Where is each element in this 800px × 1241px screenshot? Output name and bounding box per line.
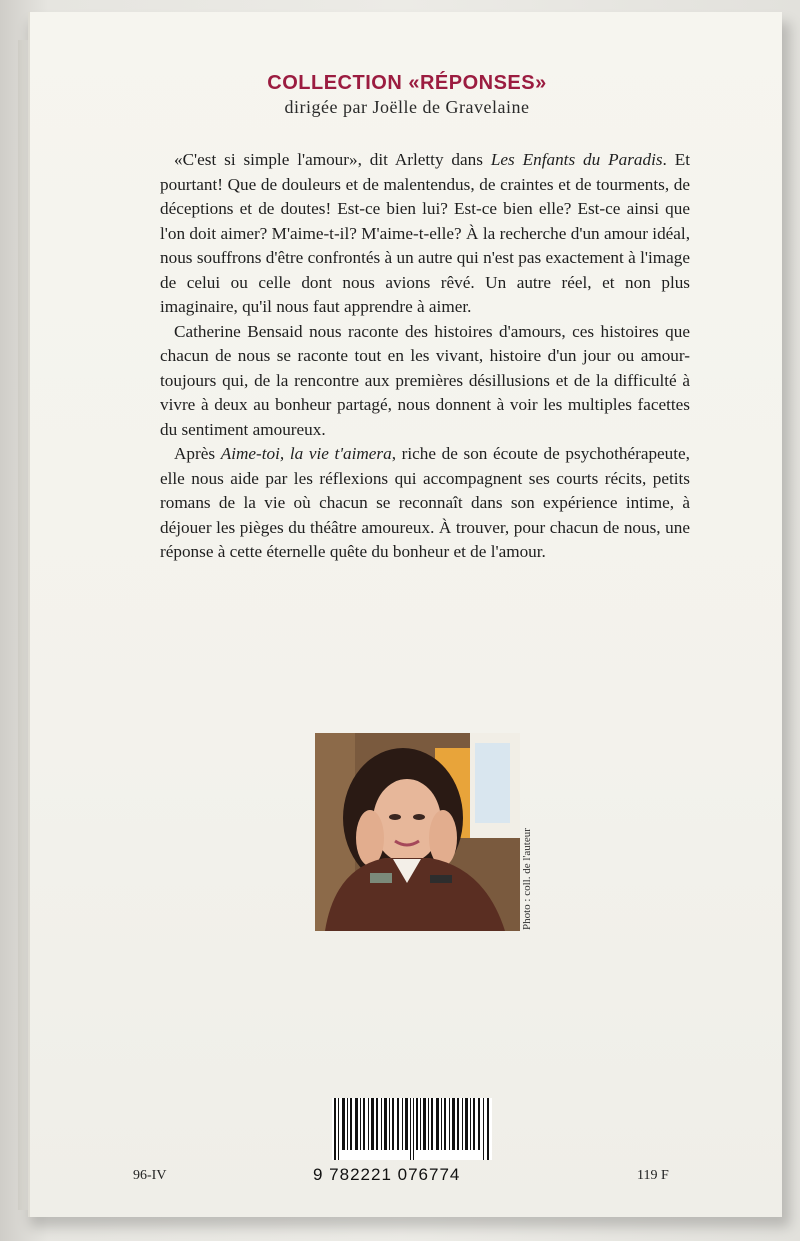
price: 119 F <box>637 1168 669 1183</box>
blurb-p1-end: . Et pourtant! Que de douleurs et de malentendus, de craintes et de tourments, de déceptions et de doutes! Est-ce bien lui? Est-ce bien elle? Est-ce ainsi que l'on doit aimer? M'aime-t-il? M'aime-t-elle? À la recherche d'un amour idéal, nous souffrons d'être confrontés à un autre qui n'est pas exactement à l'image de celui ou celle dont nous avions rêvé. Un autre réel, et non plus imaginaire, qu'il nous faut apprendre à aimer. <box>160 150 690 316</box>
blurb-paragraph-1 <box>160 148 690 320</box>
author-photo <box>315 733 520 931</box>
blurb-text <box>160 148 690 565</box>
book-title: Aime-toi, la vie t'aimera <box>220 444 392 463</box>
collection-header <box>30 72 784 118</box>
barcode <box>332 1098 492 1160</box>
book-back-cover <box>28 12 782 1217</box>
collection-title: COLLECTION «RÉPONSES» <box>267 72 547 94</box>
collection-editor: dirigée par Joëlle de Gravelaine <box>284 97 530 117</box>
blurb-paragraph-2: Catherine Bensaid nous raconte des histoires d'amours, ces histoires que chacun de nous se raconte tout en les vivant, histoire d'un jour ou amour-toujours qui, de la rencontre aux premières désillusions et de la difficulté à vivre à deux au bonheur partagé, nous donnent à voir les multiples facettes du sentiment amoureux. <box>160 321 690 439</box>
catalog-code: 96-IV <box>133 1168 167 1183</box>
film-title: Les Enfants du Paradis <box>490 150 663 169</box>
blurb-p3-end: , riche de son écoute de psychothérapeute, elle nous aide par les réflexions qui accompagnent ses courts récits, petits romans de la vie où chacun se reconnaît dans son expérience intime, à déjouer les pièges du théâtre amoureux. À trouver, pour chacun de nous, une réponse à cette éternelle quête du bonheur et de l'amour. <box>160 444 690 561</box>
blurb-paragraph-3 <box>160 442 690 565</box>
barcode-number: 9 782221 076774 <box>313 1165 461 1184</box>
blurb-p3-start: Après <box>174 444 221 463</box>
blurb-p1-start: «C'est si simple l'amour», dit Arletty dans <box>174 150 491 169</box>
photo-credit: Photo : coll. de l'auteur <box>521 828 533 930</box>
